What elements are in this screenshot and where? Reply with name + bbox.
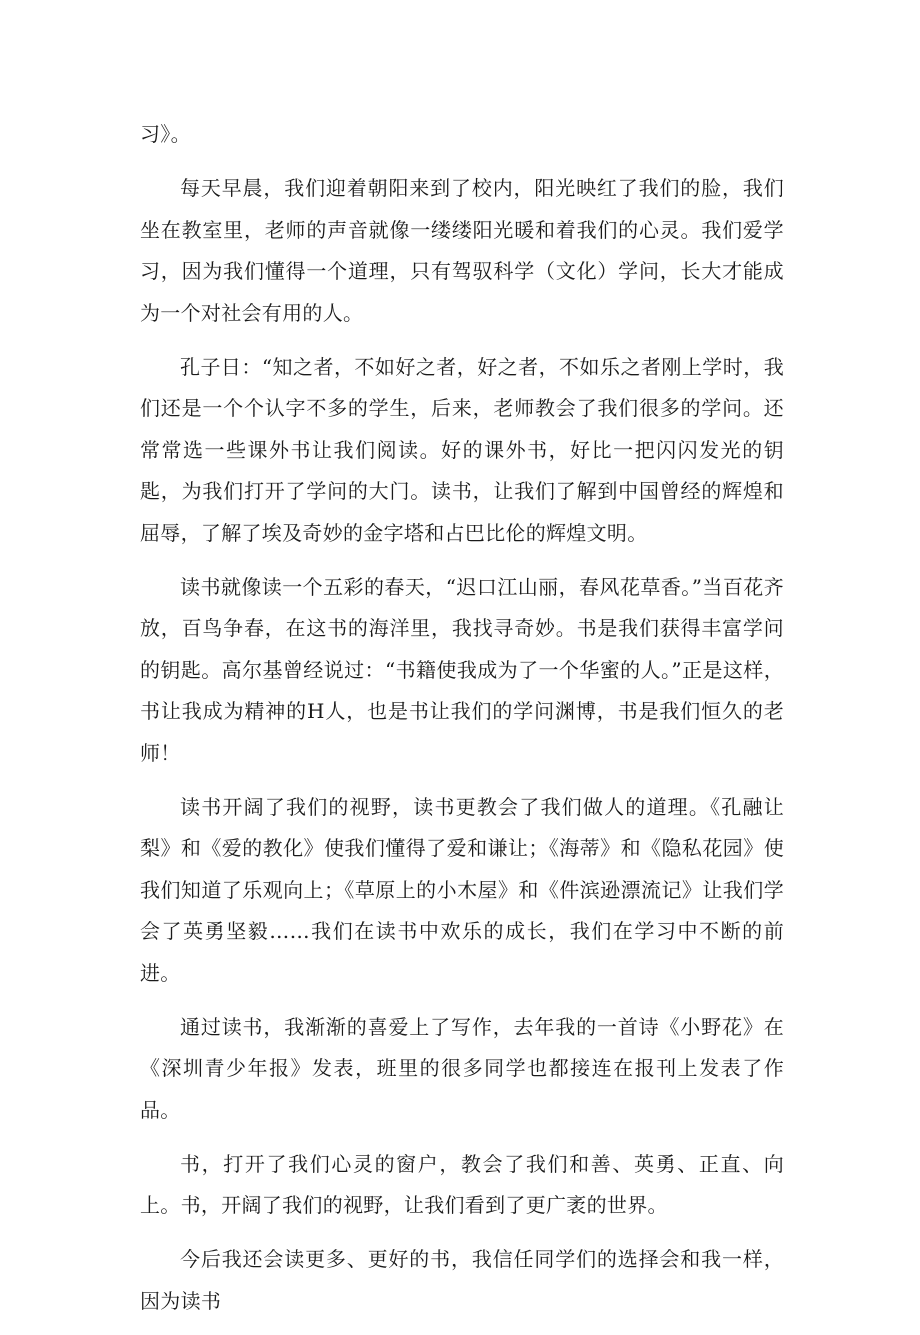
paragraph: 习》。: [140, 122, 191, 146]
paragraph: 书，打开了我们心灵的窗户，教会了我们和善、英勇、正直、向上。书，开阔了我们的视野，让我们看到了更广袤的世界。: [140, 1151, 784, 1217]
paragraph: 读书开阔了我们的视野，读书更教会了我们做人的道理。《孔融让梨》和《爱的教化》使我们懂得了爱和谦让；《海蒂》和《隐私花园》使我们知道了乐观向上；《草原上的小木屋》和《件滨逊漂流记》让我们学会了英勇坚毅……我们在读书中欢乐的成长，我们在学习中不断的前进。: [140, 794, 784, 985]
paragraph: 通过读书，我渐渐的喜爱上了写作，去年我的一首诗《小野花》在《深圳青少年报》发表，班里的很多同学也都接连在报刊上发表了作品。: [140, 1014, 784, 1122]
document-body: [140, 114, 784, 1335]
paragraph: 读书就像读一个五彩的春天，“迟口江山丽，春风花草香。”当百花齐放，百鸟争春，在这书的海洋里，我找寻奇妙。书是我们获得丰富学问的钥匙。高尔基曾经说过：“书籍使我成为了一个华蜜的人。”正是这样，书让我成为精神的H人，也是书让我们的学问渊博，书是我们恒久的老师！: [140, 574, 784, 765]
paragraph: 每天早晨，我们迎着朝阳来到了校内，阳光映红了我们的脸，我们坐在教室里，老师的声音就像一缕缕阳光暖和着我们的心灵。我们爱学习，因为我们懂得一个道理，只有驾驭科学（文化）学问，长大才能成为一个对社会有用的人。: [140, 176, 784, 325]
paragraph: 孔子日：“知之者，不如好之者，好之者，不如乐之者刚上学时，我们还是一个个认字不多的学生，后来，老师教会了我们很多的学问。还常常选一些课外书让我们阅读。好的课外书，好比一把闪闪发光的钥匙，为我们打开了学问的大门。读书，让我们了解到中国曾经的辉煌和屈辱，了解了埃及奇妙的金字塔和占巴比伦的辉煌文明。: [140, 354, 784, 545]
paragraph: 今后我还会读更多、更好的书，我信任同学们的选择会和我一样，因为读书: [140, 1247, 784, 1313]
